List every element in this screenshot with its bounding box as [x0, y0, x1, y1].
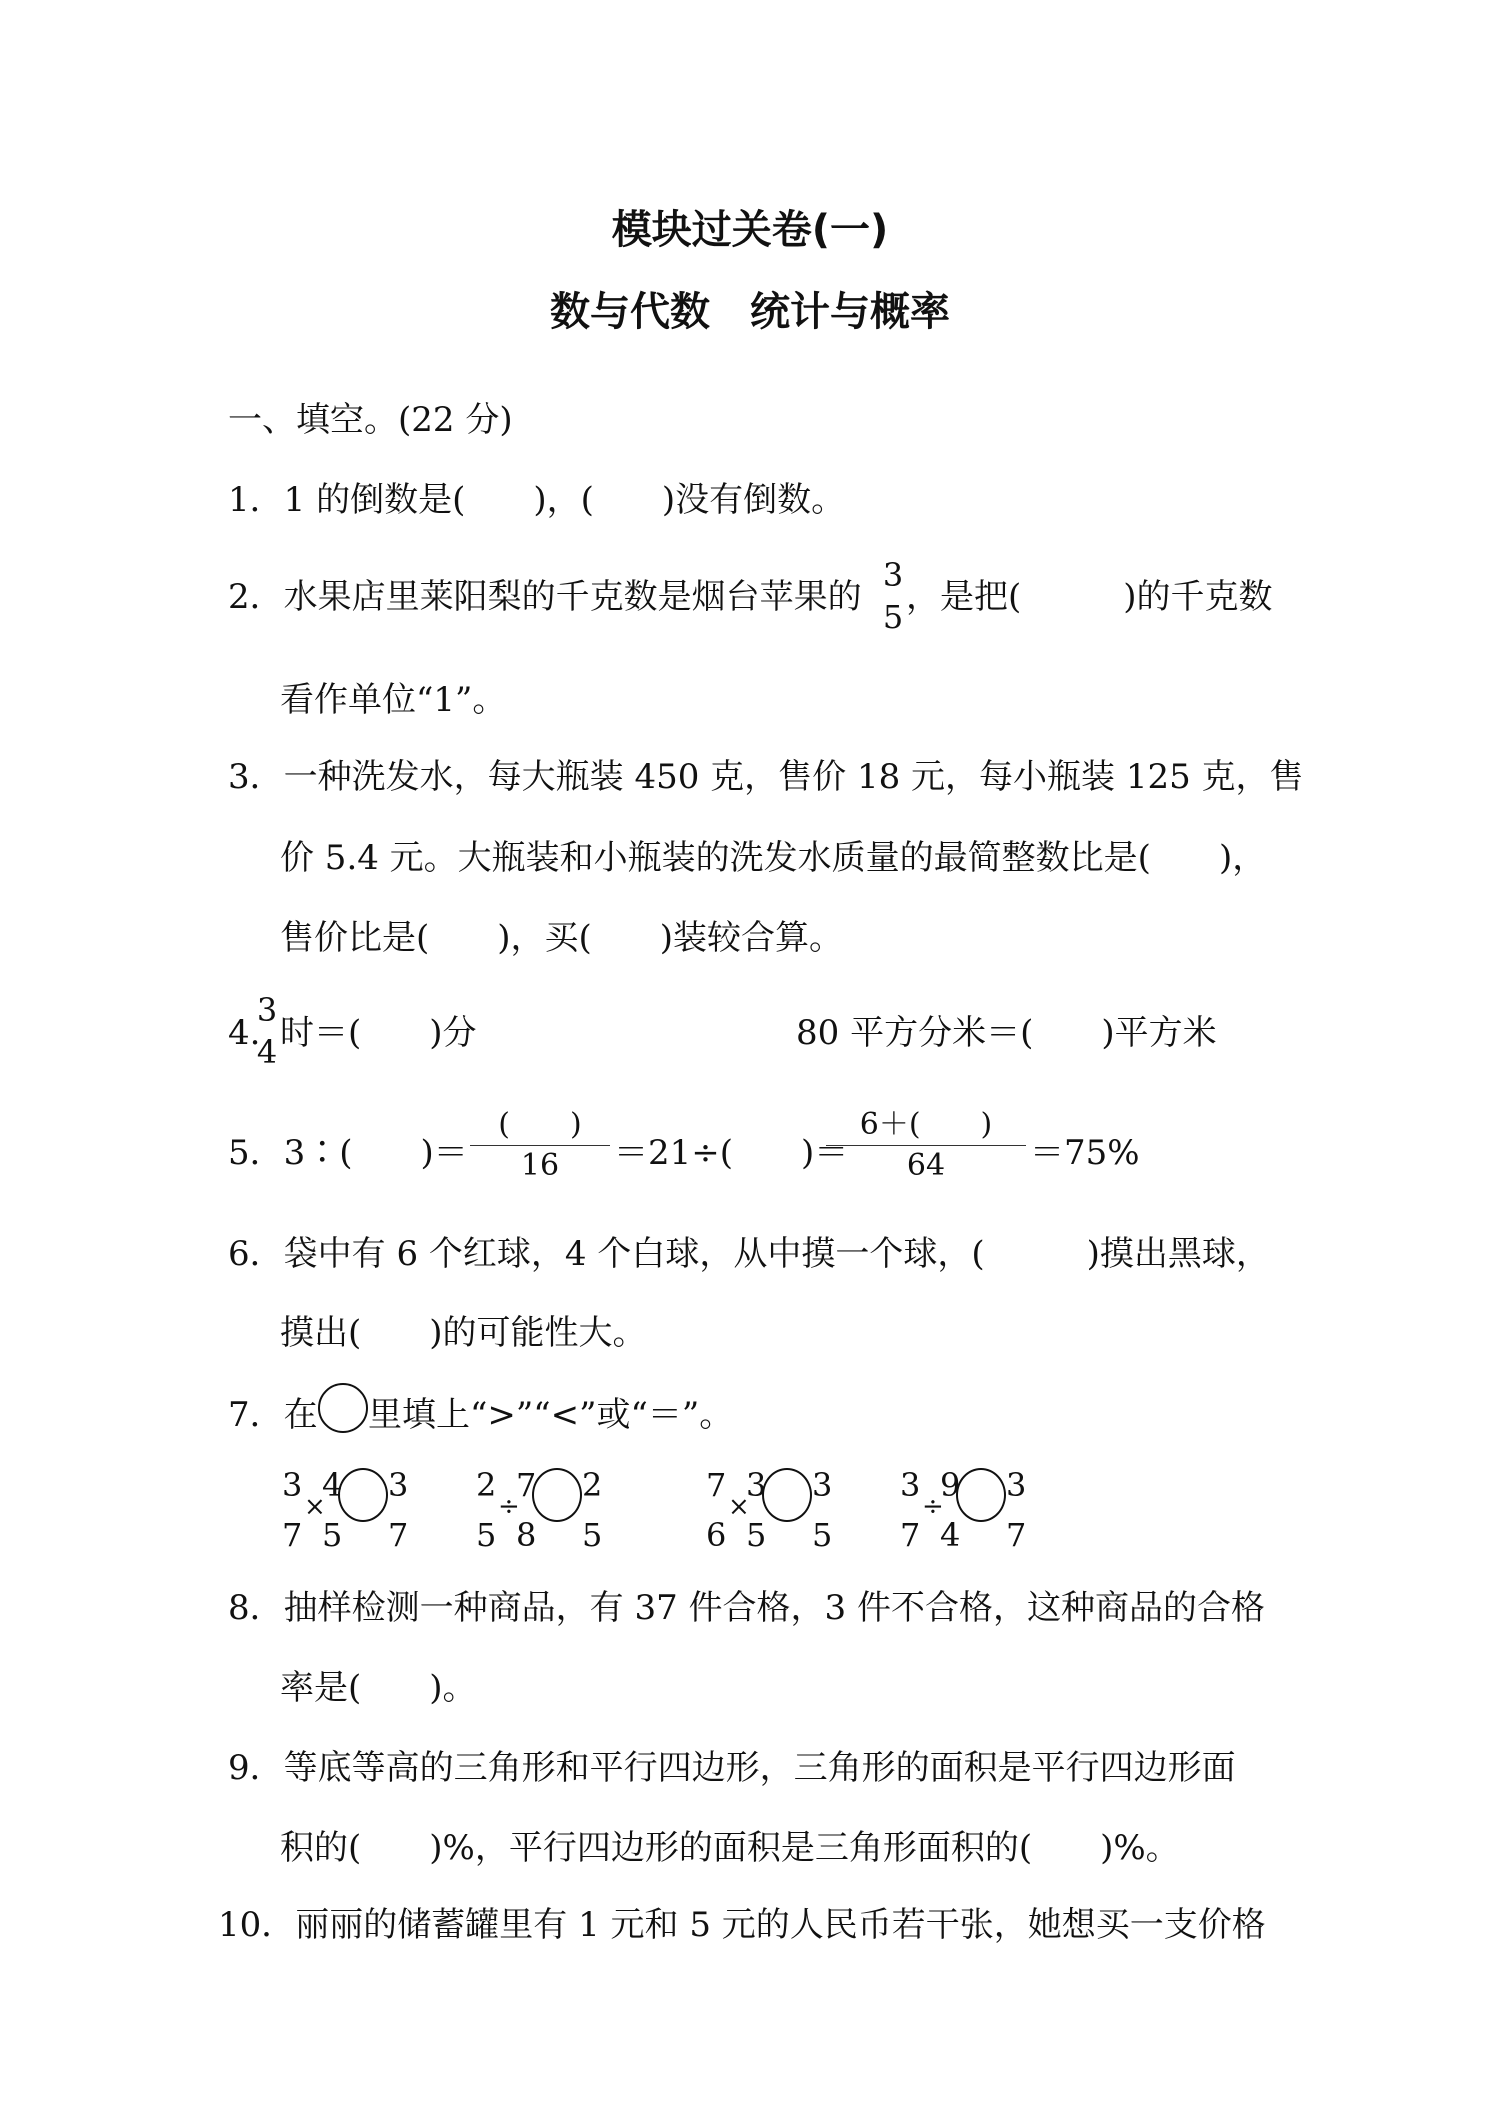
fraction-a-numerator: 2 — [476, 1466, 497, 1504]
fraction-c-numerator: 3 — [1006, 1466, 1027, 1504]
question-3-line2: 价 5.4 元。大瓶装和小瓶装的洗发水质量的最简整数比是( )， — [280, 838, 1267, 878]
question-5-start: 5．3∶( )＝ — [228, 1133, 468, 1173]
page-title: 模块过关卷(一) — [611, 207, 889, 253]
question-4-left: 时＝( )分 — [280, 1013, 477, 1053]
question-2-line2: 看作单位“1”。 — [280, 680, 507, 720]
question-6-line2: 摸出( )的可能性大。 — [280, 1313, 647, 1353]
fraction-b-numerator: 9 — [940, 1466, 961, 1504]
question-7-after: 里填上“>”“<”或“＝”。 — [368, 1395, 734, 1435]
fraction-a-numerator: 7 — [706, 1466, 727, 1504]
question-9-line2: 积的( )%，平行四边形的面积是三角形面积的( )%。 — [280, 1828, 1180, 1868]
question-5-fraction-2 — [826, 1108, 1026, 1183]
fraction-a-denominator: 7 — [282, 1516, 303, 1554]
fraction-denominator: 5 — [882, 598, 904, 636]
fraction-c-numerator: 2 — [582, 1466, 603, 1504]
fraction-numerator: 6＋( ) — [859, 1107, 993, 1142]
fraction-b-denominator: 5 — [322, 1516, 343, 1554]
fraction-c-denominator: 7 — [1006, 1516, 1027, 1554]
fraction-numerator: 3 — [882, 556, 904, 594]
multiply-sign: × — [304, 1492, 326, 1522]
fraction-a-denominator: 7 — [900, 1516, 921, 1554]
divide-sign: ÷ — [498, 1492, 520, 1522]
page-subtitle: 数与代数 统计与概率 — [550, 289, 950, 335]
multiply-sign: × — [728, 1492, 750, 1522]
fraction-denominator: 4 — [256, 1033, 278, 1071]
question-5-end: ＝75% — [1030, 1133, 1140, 1173]
fraction-c-numerator: 3 — [388, 1466, 409, 1504]
fraction-denominator: 16 — [520, 1148, 560, 1183]
question-5-mid: ＝21÷( )＝ — [614, 1133, 849, 1173]
question-4-right: 80 平方分米＝( )平方米 — [796, 1013, 1217, 1053]
question-5-fraction-1 — [470, 1108, 610, 1183]
compare-circle-icon[interactable] — [338, 1468, 388, 1522]
question-2-before: 2．水果店里莱阳梨的千克数是烟台苹果的 — [228, 577, 862, 617]
question-7-before: 7．在 — [228, 1395, 318, 1435]
fraction-c-denominator: 7 — [388, 1516, 409, 1554]
question-8-line2: 率是( )。 — [280, 1668, 477, 1708]
fraction-b-denominator: 8 — [516, 1516, 537, 1554]
fraction-c-denominator: 5 — [812, 1516, 833, 1554]
fraction-a-denominator: 6 — [706, 1516, 727, 1554]
fraction-numerator: 3 — [256, 991, 278, 1029]
fraction-bar — [826, 1145, 1026, 1146]
question-9-line1: 9．等底等高的三角形和平行四边形，三角形的面积是平行四边形面 — [228, 1748, 1236, 1788]
question-3-line1: 3．一种洗发水，每大瓶装 450 克，售价 18 元，每小瓶装 125 克，售 — [228, 757, 1304, 797]
question-6-line1: 6．袋中有 6 个红球，4 个白球，从中摸一个球，( )摸出黑球， — [228, 1234, 1270, 1274]
fraction-denominator: 64 — [906, 1148, 946, 1183]
question-3-line3: 售价比是( )，买( )装较合算。 — [280, 918, 844, 958]
fraction-b-numerator: 3 — [746, 1466, 767, 1504]
section-heading: 一、填空。(22 分) — [228, 400, 513, 440]
fraction-a-numerator: 3 — [282, 1466, 303, 1504]
fraction-numerator: ( ) — [498, 1107, 582, 1142]
compare-circle-icon[interactable] — [762, 1468, 812, 1522]
fraction-b-denominator: 5 — [746, 1516, 767, 1554]
divide-sign: ÷ — [922, 1492, 944, 1522]
fraction-a-denominator: 5 — [476, 1516, 497, 1554]
fraction-b-numerator: 7 — [516, 1466, 537, 1504]
question-2-fraction — [880, 558, 906, 634]
question-2-after: ，是把( )的千克数 — [906, 577, 1273, 617]
question-4-fraction — [254, 993, 280, 1069]
fraction-c-denominator: 5 — [582, 1516, 603, 1554]
compare-circle-icon — [318, 1383, 368, 1433]
question-4-label: 4. — [228, 1013, 261, 1053]
fraction-bar — [470, 1145, 610, 1146]
fraction-b-numerator: 4 — [322, 1466, 343, 1504]
compare-circle-icon[interactable] — [956, 1468, 1006, 1522]
fraction-b-denominator: 4 — [940, 1516, 961, 1554]
fraction-a-numerator: 3 — [900, 1466, 921, 1504]
question-10-line1: 10．丽丽的储蓄罐里有 1 元和 5 元的人民币若干张，她想买一支价格 — [218, 1905, 1266, 1945]
fraction-c-numerator: 3 — [812, 1466, 833, 1504]
compare-circle-icon[interactable] — [532, 1468, 582, 1522]
question-8-line1: 8．抽样检测一种商品，有 37 件合格，3 件不合格，这种商品的合格 — [228, 1588, 1265, 1628]
question-1: 1．1 的倒数是( )，( )没有倒数。 — [228, 480, 846, 520]
